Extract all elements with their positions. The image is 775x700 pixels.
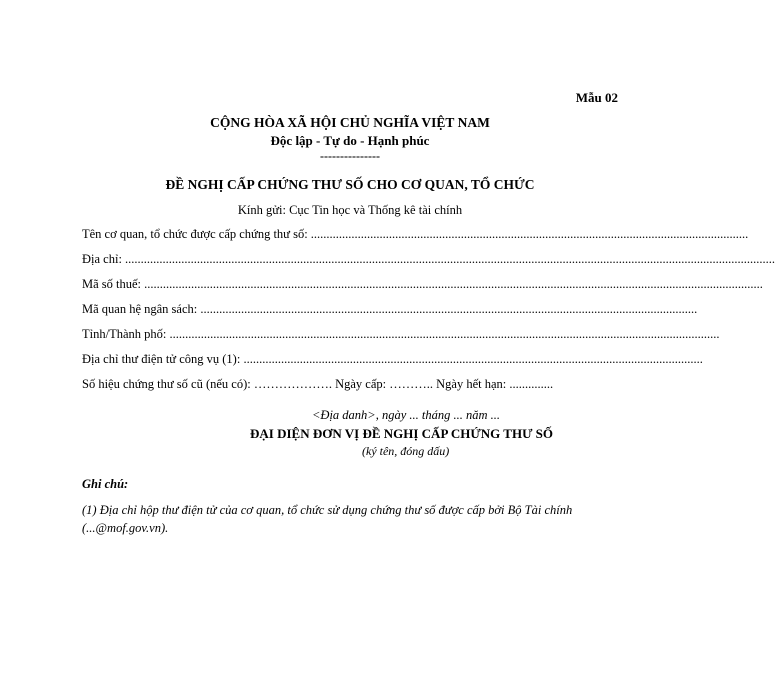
issue-date-blank: ……….. <box>389 377 434 391</box>
field-label: Mã số thuế: <box>82 277 142 291</box>
motto: Độc lập - Tự do - Hạnh phúc <box>270 133 430 148</box>
field-blank: ............................................................................................................................................................... <box>200 302 698 316</box>
field-label: Tỉnh/Thành phố: <box>82 327 167 341</box>
form-code: Mẫu 02 <box>575 90 618 105</box>
field-blank: ................................................................................................................................................................................ <box>169 327 720 341</box>
place-date-line: <Địa danh>, ngày ... tháng ... năm ... <box>312 408 501 422</box>
expiry-date-label: Ngày hết hạn: <box>436 377 507 391</box>
old-cert-number-blank: ………………. <box>253 377 332 391</box>
field-label: Địa chỉ thư điện tử công vụ (1): <box>82 352 241 366</box>
field-blank: ................................................................................................................................................................................................................ <box>125 252 775 266</box>
signature-instruction: (ký tên, đóng dấu) <box>362 444 450 458</box>
field-blank: ................................................................................................................................................... <box>243 352 703 366</box>
field-old-certificate <box>82 377 602 392</box>
field-label: Địa chỉ: <box>82 252 122 266</box>
field-blank: ............................................................................................................................................ <box>310 227 749 241</box>
field-label: Mã quan hệ ngân sách: <box>82 302 198 316</box>
field-address <box>82 252 775 267</box>
old-cert-label: Số hiệu chứng thư số cũ (nếu có): <box>82 377 251 391</box>
field-label: Tên cơ quan, tổ chức được cấp chứng thư số: <box>82 227 308 241</box>
notes-heading: Ghi chú: <box>82 477 129 491</box>
note-item: (1) Địa chỉ hộp thư điện tử của cơ quan, tổ chức sử dụng chứng thư số được cấp bởi Bộ Tài chính (...@mof.gov.vn). <box>82 503 573 535</box>
field-official-email <box>82 352 703 367</box>
recipient-line: Kính gửi: Cục Tin học và Thống kê tài chính <box>237 203 463 217</box>
issue-date-label: Ngày cấp: <box>335 377 387 391</box>
field-tax-code <box>82 277 763 292</box>
header-divider: --------------- <box>320 149 380 163</box>
expiry-date-blank: .............. <box>509 377 554 391</box>
field-budget-code <box>82 302 698 317</box>
field-blank: ...................................................................................................................................................................................................... <box>144 277 763 291</box>
representative-title: ĐẠI DIỆN ĐƠN VỊ ĐỀ NGHỊ CẤP CHỨNG THƯ SỐ <box>250 426 554 441</box>
field-province <box>82 327 720 342</box>
nation-heading: CỘNG HÒA XÃ HỘI CHỦ NGHĨA VIỆT NAM <box>210 115 490 130</box>
field-organization-name <box>82 227 749 242</box>
form-title: ĐỀ NGHỊ CẤP CHỨNG THƯ SỐ CHO CƠ QUAN, TỔ CHỨC <box>165 177 535 192</box>
